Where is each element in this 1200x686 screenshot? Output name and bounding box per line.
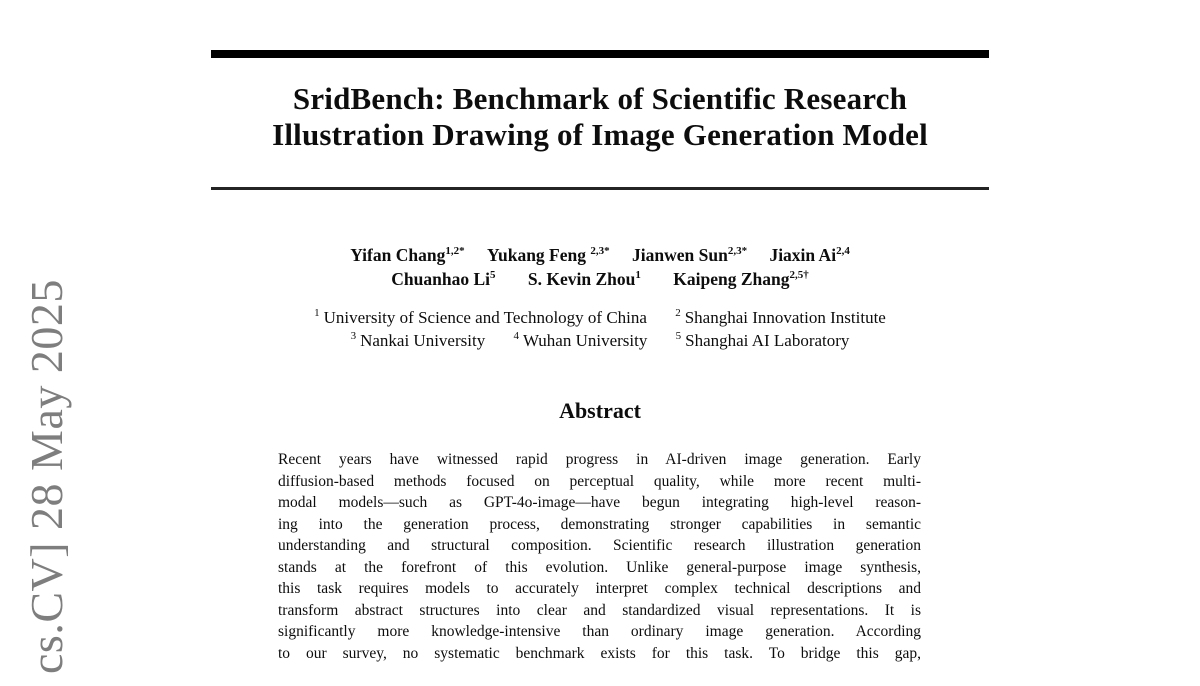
affiliation	[314, 308, 647, 327]
author-row-1	[211, 243, 989, 267]
abstract-line: this task requires models to accurately interpret complex technical descriptions and	[278, 580, 921, 598]
affiliation	[513, 331, 647, 350]
affiliation-name: Wuhan University	[522, 331, 648, 350]
arxiv-watermark: cs.CV] 28 May 2025	[21, 279, 72, 674]
author-name: Kaipeng Zhang	[673, 269, 790, 289]
affiliation-row-1	[151, 306, 1049, 329]
author	[673, 269, 808, 289]
abstract-line: transform abstract structures into clear and standardized visual representations. It is	[278, 601, 921, 619]
title-rule-bottom	[211, 187, 989, 190]
affiliation-marker: 2	[675, 307, 681, 320]
abstract-heading: Abstract	[559, 398, 641, 423]
author	[391, 269, 495, 289]
abstract-line: significantly more knowledge-intensive than ordinary image generation. According	[278, 623, 921, 641]
author-affil-marker: 2,5†	[789, 269, 809, 282]
affiliation-name: University of Science and Technology of China	[323, 308, 647, 327]
author-affil-marker: 2,3*	[727, 245, 748, 258]
author-name: S. Kevin Zhou	[527, 269, 636, 289]
author-affil-marker: 2,3*	[590, 245, 610, 258]
author-affil-marker: 2,4	[836, 245, 850, 258]
author-row-2	[211, 267, 989, 291]
author-affil-marker: 5	[490, 269, 496, 282]
author-block	[211, 243, 989, 291]
affiliation	[351, 331, 486, 350]
affiliation-marker: 1	[314, 307, 320, 320]
abstract-line-partial: to our survey, no systematic benchmark exists for this task. To bridge this gap,	[278, 644, 921, 662]
author-name: Jianwen Sun	[632, 245, 728, 265]
author	[528, 269, 641, 289]
abstract-line: stands at the forefront of this evolution. Unlike general-purpose image synthesis,	[278, 558, 921, 576]
abstract-line: diffusion-based methods focused on perceptual quality, while more recent multi-	[278, 472, 921, 490]
author-name: Yifan Chang	[350, 245, 446, 265]
paper-title	[211, 81, 989, 153]
affiliation-name: Shanghai Innovation Institute	[684, 308, 886, 327]
affiliation-marker: 3	[350, 330, 357, 343]
author-name: Chuanhao Li	[391, 269, 490, 289]
affiliation	[676, 331, 850, 350]
affiliation-block	[151, 306, 1049, 352]
abstract-line: understanding and structural composition. Scientific research illustration generation	[278, 537, 921, 555]
author	[487, 245, 610, 265]
affiliation-row-2	[151, 329, 1049, 352]
title-line-2: Illustration Drawing of Image Generation Model	[272, 117, 928, 152]
abstract-body	[278, 449, 921, 664]
abstract-line: ing into the generation process, demonstrating stronger capabilities in semantic	[278, 515, 921, 533]
author	[350, 245, 464, 265]
title-line-1: SridBench: Benchmark of Scientific Research	[292, 81, 908, 116]
affiliation	[675, 308, 886, 327]
abstract-line: modal models—such as GPT-4o-image—have begun integrating high-level reason-	[278, 494, 921, 512]
author-name: Jiaxin Ai	[769, 245, 837, 265]
title-rule-top	[211, 50, 989, 58]
author	[632, 245, 747, 265]
affiliation-name: Shanghai AI Laboratory	[685, 331, 850, 350]
author-affil-marker: 1	[635, 269, 641, 282]
author-name: Yukang Feng	[486, 245, 591, 265]
affiliation-marker: 4	[513, 330, 519, 343]
author	[769, 245, 849, 265]
affiliation-name: Nankai University	[360, 331, 486, 350]
author-affil-marker: 1,2*	[445, 245, 465, 258]
abstract-line: Recent years have witnessed rapid progress in AI-driven image generation. Early	[278, 451, 921, 468]
affiliation-marker: 5	[675, 330, 682, 343]
